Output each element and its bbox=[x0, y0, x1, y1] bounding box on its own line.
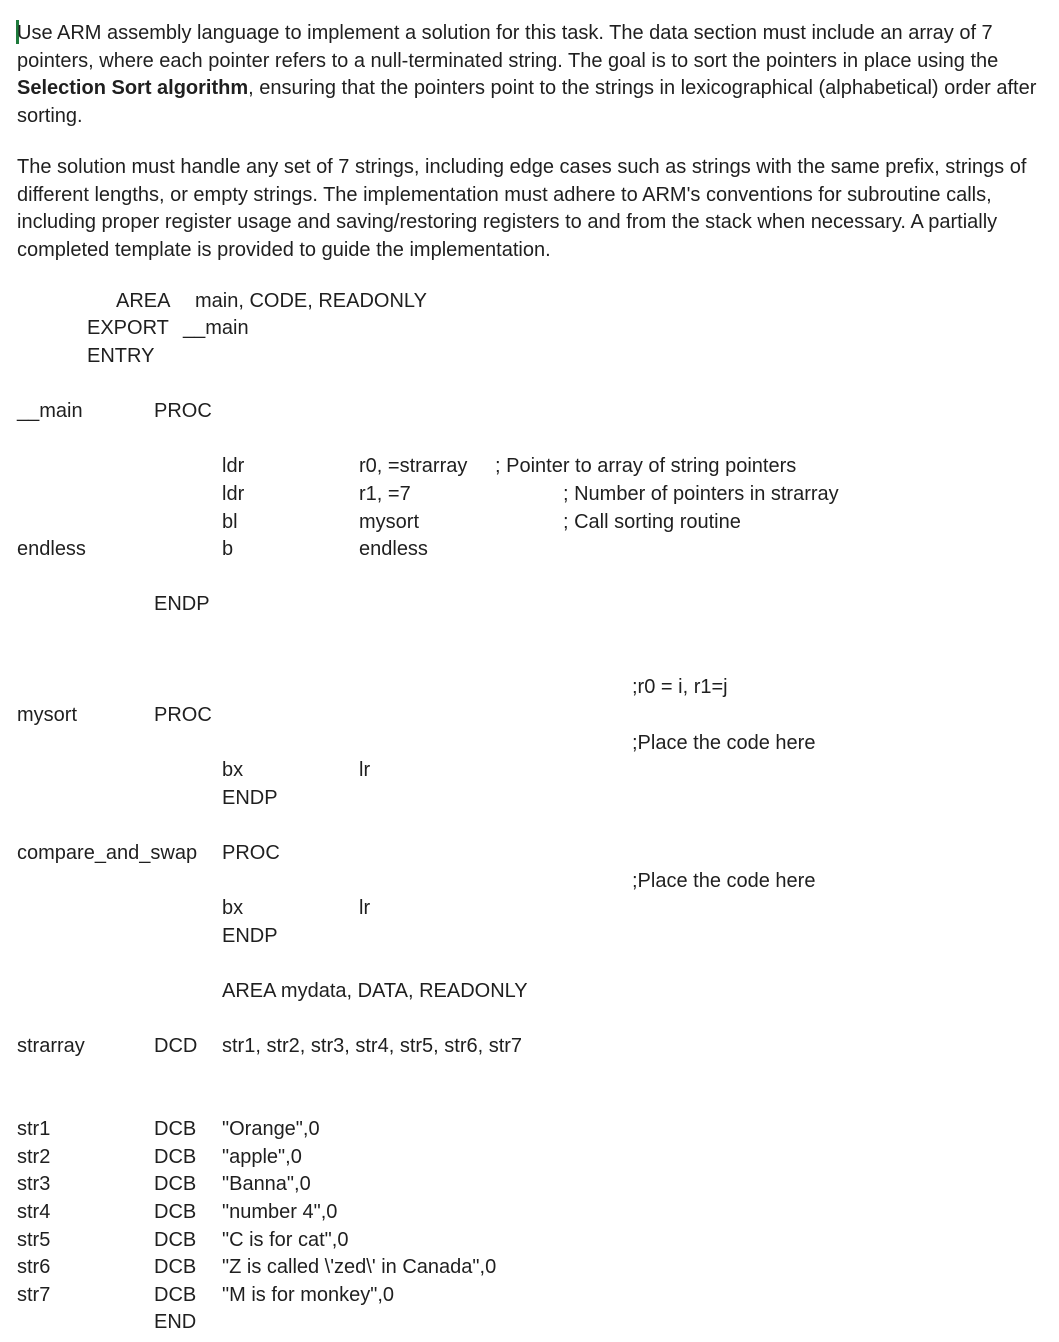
dcb-keyword: DCB bbox=[154, 1284, 197, 1306]
ldr1-arg: r0, =strarray bbox=[359, 455, 468, 477]
cas-place-comment: ;Place the code here bbox=[632, 870, 816, 892]
strarray-value: str1, str2, str3, str4, str5, str6, str7 bbox=[222, 1035, 523, 1057]
ldr2-op: ldr bbox=[222, 483, 245, 505]
main-endp-keyword: ENDP bbox=[154, 593, 210, 615]
mysort-bx-op: bx bbox=[222, 759, 244, 781]
dcb-keyword: DCB bbox=[154, 1229, 197, 1251]
ldr1-comment: ; Pointer to array of string pointers bbox=[495, 455, 797, 477]
mysort-label: mysort bbox=[17, 704, 77, 726]
mysort-proc-keyword: PROC bbox=[154, 704, 212, 726]
mysort-endp-keyword: ENDP bbox=[222, 787, 278, 809]
cas-bx-arg: lr bbox=[359, 897, 371, 919]
str-label: str1 bbox=[17, 1118, 51, 1140]
ldr2-arg: r1, =7 bbox=[359, 483, 411, 505]
main-proc-keyword: PROC bbox=[154, 400, 212, 422]
str-value: "M is for monkey",0 bbox=[222, 1284, 395, 1306]
endless-label: endless bbox=[17, 538, 86, 560]
str-value: "apple",0 bbox=[222, 1146, 302, 1168]
export-arg: __main bbox=[183, 317, 249, 339]
mysort-bx-arg: lr bbox=[359, 759, 371, 781]
export-keyword: EXPORT bbox=[87, 317, 169, 339]
str-value: "Orange",0 bbox=[222, 1118, 320, 1140]
str-label: str3 bbox=[17, 1173, 51, 1195]
bl-comment: ; Call sorting routine bbox=[563, 511, 741, 533]
dcb-keyword: DCB bbox=[154, 1173, 197, 1195]
str-label: str2 bbox=[17, 1146, 51, 1168]
area-keyword: AREA bbox=[116, 290, 171, 312]
main-label: __main bbox=[17, 400, 83, 422]
str-value: "C is for cat",0 bbox=[222, 1229, 349, 1251]
bl-op: bl bbox=[222, 511, 238, 533]
ldr1-op: ldr bbox=[222, 455, 245, 477]
intro-paragraph-1 bbox=[17, 20, 1049, 130]
intro-bold-term: Selection Sort algorithm bbox=[17, 77, 249, 99]
cas-endp-keyword: ENDP bbox=[222, 925, 278, 947]
cas-label: compare_and_swap bbox=[17, 842, 198, 864]
cas-proc-keyword: PROC bbox=[222, 842, 280, 864]
str-label: str6 bbox=[17, 1256, 51, 1278]
mysort-place-comment: ;Place the code here bbox=[632, 732, 816, 754]
b-arg: endless bbox=[359, 538, 428, 560]
dcb-keyword: DCB bbox=[154, 1146, 197, 1168]
intro-text-1: Use ARM assembly language to implement a solution for this task. The data section must include an array of 7 pointers, where each pointer refers to a null-terminated string. The goal is to sort the pointers in place using the bbox=[17, 22, 999, 72]
ldr2-comment: ; Number of pointers in strarray bbox=[563, 483, 839, 505]
intro-text-2: , ensuring that the pointers point to the strings in lexicographical (alphabetical) order after sorting. bbox=[17, 77, 1037, 127]
end-keyword: END bbox=[154, 1311, 197, 1333]
dcb-keyword: DCB bbox=[154, 1118, 197, 1140]
cas-bx-op: bx bbox=[222, 897, 244, 919]
dcb-keyword: DCB bbox=[154, 1256, 197, 1278]
entry-keyword: ENTRY bbox=[87, 345, 155, 367]
regs-comment: ;r0 = i, r1=j bbox=[632, 676, 728, 698]
area-args: main, CODE, READONLY bbox=[195, 290, 427, 312]
strarray-label: strarray bbox=[17, 1035, 85, 1057]
dcd-keyword: DCD bbox=[154, 1035, 198, 1057]
str-value: "Banna",0 bbox=[222, 1173, 311, 1195]
str-label: str4 bbox=[17, 1201, 51, 1223]
data-area-directive: AREA mydata, DATA, READONLY bbox=[222, 980, 528, 1002]
str-value: "number 4",0 bbox=[222, 1201, 338, 1223]
str-value: "Z is called \'zed\' in Canada",0 bbox=[222, 1256, 497, 1278]
dcb-keyword: DCB bbox=[154, 1201, 197, 1223]
str-label: str5 bbox=[17, 1229, 51, 1251]
str-label: str7 bbox=[17, 1284, 51, 1306]
intro-paragraph-2: The solution must handle any set of 7 strings, including edge cases such as strings with the same prefix, strings of different lengths, or empty strings. The implementation must adhere to ARM's conventions for subroutine calls, including proper register usage and saving/restoring registers to and from the stack when necessary. A partially completed template is provided to guide the implementation. bbox=[17, 156, 1027, 261]
bl-arg: mysort bbox=[359, 511, 419, 533]
b-op: b bbox=[222, 538, 234, 560]
